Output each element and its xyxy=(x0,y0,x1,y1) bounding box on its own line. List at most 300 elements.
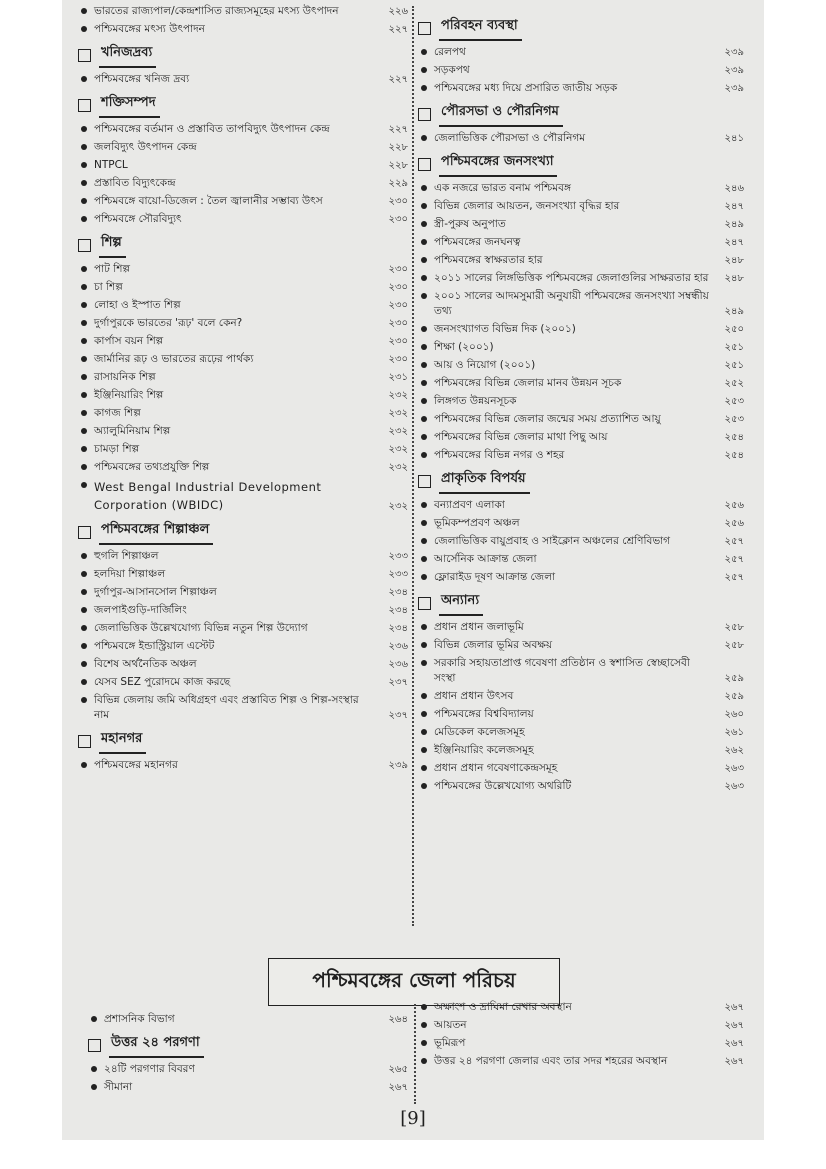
toc-entry-page: ২৪৭ xyxy=(724,237,744,248)
toc-entry-title: আয় ও নিয়োগ (২০০১) xyxy=(434,359,536,371)
toc-entry-title: অ্যালুমিনিয়াম শিল্প xyxy=(94,425,171,437)
toc-entry-page: ২৩৯ xyxy=(724,65,744,76)
toc-entry[interactable] xyxy=(88,1012,408,1027)
toc-entry-page: ২৩৪ xyxy=(388,587,408,598)
toc-entry-title: পশ্চিমবঙ্গের বিভিন্ন জেলার জন্মের সময় প্রত্যাশিত আয়ু xyxy=(434,413,661,425)
toc-entry-page: ২৫৭ xyxy=(724,536,744,547)
bullet-icon xyxy=(421,344,427,350)
toc-entry[interactable] xyxy=(418,656,744,686)
toc-entry-title: লিঙ্গগত উন্নয়নসূচক xyxy=(434,395,517,407)
toc-entry-page: ২৪৬ xyxy=(724,183,744,194)
toc-entry[interactable] xyxy=(418,181,744,196)
toc-entry[interactable] xyxy=(78,4,408,19)
toc-entry[interactable] xyxy=(78,298,408,313)
toc-entry-title: বিভিন্ন জেলার ভূমির অবক্ষয় xyxy=(434,639,553,651)
bullet-icon xyxy=(81,284,87,290)
toc-entry-title: সড়কপথ xyxy=(434,64,470,76)
toc-entry-page: ২৪৮ xyxy=(724,255,744,266)
toc-entry-title: পশ্চিমবঙ্গে ইন্ডাস্ট্রিয়াল এস্টেট xyxy=(94,640,215,652)
toc-entry-page: ২৫৭ xyxy=(724,572,744,583)
bullet-icon xyxy=(81,76,87,82)
toc-entry-page: ২৩০ xyxy=(388,336,408,347)
toc-entry-title: আয়তন xyxy=(434,1019,467,1031)
toc-entry[interactable] xyxy=(418,1018,744,1033)
toc-section xyxy=(418,102,744,146)
toc-entry-page: ২৩৪ xyxy=(388,605,408,616)
checkbox-square-icon xyxy=(418,22,431,35)
toc-entry[interactable] xyxy=(78,585,408,600)
checkbox-square-icon xyxy=(418,158,431,171)
toc-entry[interactable] xyxy=(418,552,744,567)
toc-entry-page: ২৩৬ xyxy=(388,641,408,652)
toc-entry-title: বিভিন্ন জেলার আয়তন, জনসংখ্যা বৃদ্ধির হার xyxy=(434,200,620,212)
bullet-icon xyxy=(81,338,87,344)
toc-entry[interactable] xyxy=(418,358,744,373)
toc-entry[interactable] xyxy=(418,620,744,635)
toc-entry[interactable] xyxy=(418,430,744,445)
toc-entry-page: ২৩০ xyxy=(388,282,408,293)
toc-entry-page: ২৪৭ xyxy=(724,201,744,212)
toc-entry-title: পশ্চিমবঙ্গের জনঘনত্ব xyxy=(434,236,521,248)
toc-entry[interactable] xyxy=(78,158,408,173)
toc-entry-title: পশ্চিমবঙ্গের মহানগর xyxy=(94,759,178,771)
toc-entry-page: ২৬৩ xyxy=(724,781,744,792)
bullet-icon xyxy=(81,661,87,667)
toc-section xyxy=(418,1000,744,1069)
checkbox-square-icon xyxy=(78,99,91,112)
bullet-icon xyxy=(81,428,87,434)
bullet-icon xyxy=(81,553,87,559)
toc-entry-title: West Bengal Industrial Development Corporation (WBIDC) xyxy=(94,480,322,512)
toc-entry-title: জেলাভিত্তিক বায়ুপ্রবাহ ও সাইক্লোন অঞ্চলের শ্রেণিবিভাগ xyxy=(434,535,671,547)
toc-entry[interactable] xyxy=(78,194,408,209)
toc-section xyxy=(78,233,408,514)
toc-entry-page: ২৩১ xyxy=(388,372,408,383)
toc-entry-page: ২৩৪ xyxy=(388,623,408,634)
section-heading xyxy=(78,43,408,68)
toc-entry[interactable] xyxy=(418,271,744,286)
bullet-icon xyxy=(81,162,87,168)
toc-entry-page: ২৬১ xyxy=(724,727,744,738)
toc-entry-title: শিক্ষা (২০০১) xyxy=(434,341,494,353)
toc-entry-page: ২৬৭ xyxy=(724,1020,744,1031)
toc-entry-page: ২৩০ xyxy=(388,264,408,275)
section-heading-text: পশ্চিমবঙ্গের শিল্পাঞ্চল xyxy=(99,520,213,545)
toc-entry[interactable] xyxy=(88,1080,408,1095)
toc-entry-title: সীমানা xyxy=(104,1081,133,1093)
toc-entry[interactable] xyxy=(78,693,408,723)
toc-entry[interactable] xyxy=(418,63,744,78)
toc-entry-page: ২৪১ xyxy=(724,133,744,144)
toc-entry[interactable] xyxy=(418,725,744,740)
page-number: [9] xyxy=(400,1108,426,1129)
toc-entry[interactable] xyxy=(78,280,408,295)
toc-entry-page: ২৫৮ xyxy=(724,640,744,651)
toc-entry[interactable] xyxy=(78,176,408,191)
toc-entry-page: ২২৭ xyxy=(388,74,408,85)
toc-entry[interactable] xyxy=(78,567,408,582)
toc-entry-page: ২৫৯ xyxy=(724,673,744,684)
section-heading-text: মহানগর xyxy=(99,729,146,754)
toc-entry-page: ২২৭ xyxy=(388,24,408,35)
toc-entry-page: ২৬৫ xyxy=(388,1064,408,1075)
toc-entry[interactable] xyxy=(418,340,744,355)
toc-entry[interactable] xyxy=(418,689,744,704)
bullet-icon xyxy=(81,374,87,380)
toc-entry[interactable] xyxy=(78,406,408,421)
toc-entry-title: প্রশাসনিক বিভাগ xyxy=(104,1013,175,1025)
toc-entry-title: প্রধান প্রধান গবেষণাকেন্দ্রসমূহ xyxy=(434,762,558,774)
toc-entry-page: ২৩০ xyxy=(388,318,408,329)
toc-entry-page: ২৩২ xyxy=(388,408,408,419)
bullet-icon xyxy=(421,135,427,141)
bullet-icon xyxy=(81,762,87,768)
bullet-icon xyxy=(81,697,87,703)
toc-entry[interactable] xyxy=(418,638,744,653)
toc-entry-title: জার্মানির রূঢ় ও ভারতের রূঢ়ের পার্থক্য xyxy=(94,353,254,365)
bullet-icon xyxy=(421,67,427,73)
section-heading xyxy=(418,102,744,127)
toc-entry-title: পশ্চিমবঙ্গের খনিজ দ্রব্য xyxy=(94,73,190,85)
toc-entry-title: জনসংখ্যাগত বিভিন্ন দিক (২০০১) xyxy=(434,323,576,335)
toc-entry[interactable] xyxy=(78,140,408,155)
toc-entry[interactable] xyxy=(418,412,744,427)
bullet-icon xyxy=(421,85,427,91)
toc-entry[interactable] xyxy=(418,448,744,463)
toc-entry-page: ২২৯ xyxy=(388,178,408,189)
bullet-icon xyxy=(421,1058,427,1064)
toc-entry-title: বন্যাপ্রবণ এলাকা xyxy=(434,499,505,511)
toc-entry-title: বিভিন্ন জেলায় জমি অধিগ্রহণ এবং প্রস্তাবিত শিল্প ও শিল্প-সংস্থার নাম xyxy=(94,694,359,721)
bullet-icon xyxy=(81,679,87,685)
bullet-icon xyxy=(81,302,87,308)
toc-entry[interactable] xyxy=(88,1062,408,1077)
toc-entry-title: মেডিকেল কলেজসমূহ xyxy=(434,726,525,738)
bullet-icon xyxy=(81,8,87,14)
toc-entry[interactable] xyxy=(78,22,408,37)
toc-entry[interactable] xyxy=(78,334,408,349)
toc-entry-page: ২৩৯ xyxy=(388,760,408,771)
toc-entry[interactable] xyxy=(418,534,744,549)
toc-entry-title: ইঞ্জিনিয়ারিং শিল্প xyxy=(94,389,164,401)
toc-section xyxy=(88,1033,408,1095)
bullet-icon xyxy=(421,711,427,717)
toc-entry-title: ২০০১ সালের আদমসুমারী অনুযায়ী পশ্চিমবঙ্গের জনসংখ্যা সম্বন্ধীয় তথ্য xyxy=(434,290,709,317)
toc-entry-page: ২৪৯ xyxy=(724,306,744,317)
toc-entry[interactable] xyxy=(78,621,408,636)
toc-entry-title: পশ্চিমবঙ্গে বায়ো-ডিজেল : তৈল জ্বালানীর সম্ভাব্য উৎস xyxy=(94,195,323,207)
toc-entry-page: ২৬৩ xyxy=(724,763,744,774)
toc-entry-title: পশ্চিমবঙ্গের বিশ্ববিদ্যালয় xyxy=(434,708,534,720)
toc-entry-page: ২৫৮ xyxy=(724,622,744,633)
toc-entry-title: দুর্গাপুর-আসানসোল শিল্পাঞ্চল xyxy=(94,586,217,598)
toc-entry-page: ২৩৯ xyxy=(724,47,744,58)
toc-entry[interactable] xyxy=(418,217,744,232)
toc-section xyxy=(418,152,744,463)
bullet-icon xyxy=(421,452,427,458)
toc-entry-page: ২৪৯ xyxy=(724,219,744,230)
toc-entry[interactable] xyxy=(78,442,408,457)
bullet-icon xyxy=(421,556,427,562)
toc-entry-title: পশ্চিমবঙ্গের তথ্যপ্রযুক্তি শিল্প xyxy=(94,461,210,473)
toc-entry-page: ২৬৪ xyxy=(388,1014,408,1025)
toc-entry[interactable] xyxy=(78,262,408,277)
bullet-icon xyxy=(81,198,87,204)
toc-entry-page: ২৫৬ xyxy=(724,500,744,511)
toc-entry-title: যেসব SEZ পুরোদমে কাজ করছে xyxy=(94,676,231,688)
toc-entry-page: ২২৬ xyxy=(388,6,408,17)
toc-entry-title: আর্সেনিক আক্রান্ত জেলা xyxy=(434,553,537,565)
toc-entry-title: রেলপথ xyxy=(434,46,466,58)
bullet-icon xyxy=(81,625,87,631)
toc-entry[interactable] xyxy=(78,212,408,227)
bullet-icon xyxy=(421,362,427,368)
toc-section xyxy=(418,469,744,585)
toc-entry-title: ২৪টি পরগণার বিবরণ xyxy=(104,1063,195,1075)
bullet-icon xyxy=(421,380,427,386)
toc-entry-page: ২৩০ xyxy=(388,354,408,365)
bullet-icon xyxy=(421,221,427,227)
toc-entry-title: জেলাভিত্তিক উল্লেখযোগ্য বিভিন্ন নতুন শিল্প উদ্যোগ xyxy=(94,622,308,634)
toc-entry[interactable] xyxy=(418,743,744,758)
toc-entry-page: ২৩২ xyxy=(388,390,408,401)
toc-section xyxy=(78,43,408,87)
toc-entry-title: পশ্চিমবঙ্গের বিভিন্ন জেলার মানব উন্নয়ন সূচক xyxy=(434,377,622,389)
toc-entry-title: রাসায়নিক শিল্প xyxy=(94,371,156,383)
toc-entry[interactable] xyxy=(78,478,408,514)
toc-section xyxy=(78,4,408,37)
bullet-icon xyxy=(421,398,427,404)
toc-entry-title: কার্পাস বয়ন শিল্প xyxy=(94,335,164,347)
toc-section xyxy=(78,729,408,773)
toc-entry-title: ফ্লোরাইড দূষণ আক্রান্ত জেলা xyxy=(434,571,556,583)
toc-entry-title: কাগজ শিল্প xyxy=(94,407,141,419)
toc-entry[interactable] xyxy=(418,131,744,146)
bullet-icon xyxy=(81,571,87,577)
toc-entry-page: ২৩৯ xyxy=(724,83,744,94)
bullet-icon xyxy=(81,410,87,416)
bullet-icon xyxy=(81,144,87,150)
toc-entry-title: অক্ষাংশ ও দ্রাঘিমা রেখার অবস্থান xyxy=(434,1001,572,1013)
toc-entry[interactable] xyxy=(78,460,408,475)
toc-entry[interactable] xyxy=(418,289,744,319)
toc-entry-title: NTPCL xyxy=(94,159,128,171)
checkbox-square-icon xyxy=(78,49,91,62)
section-heading-text: পরিবহন ব্যবস্থা xyxy=(439,16,522,41)
toc-entry-page: ২৩৭ xyxy=(388,710,408,721)
toc-entry[interactable] xyxy=(418,707,744,722)
toc-entry-page: ২৪৮ xyxy=(724,273,744,284)
toc-entry-page: ২৫১ xyxy=(724,342,744,353)
bullet-icon xyxy=(81,607,87,613)
toc-entry[interactable] xyxy=(418,1000,744,1015)
right-column xyxy=(418,10,744,797)
toc-entry-title: জলপাইগুড়ি-দার্জিলিং xyxy=(94,604,187,616)
bullet-icon xyxy=(421,660,427,666)
toc-entry[interactable] xyxy=(418,199,744,214)
toc-entry-page: ২৩৩ xyxy=(388,551,408,562)
bullet-icon xyxy=(421,1040,427,1046)
toc-entry[interactable] xyxy=(418,81,744,96)
section-heading-text: উত্তর ২৪ পরগণা xyxy=(109,1033,204,1058)
toc-entry[interactable] xyxy=(418,570,744,585)
toc-entry-page: ২৫৭ xyxy=(724,554,744,565)
toc-entry-title: ভূমিকম্পপ্রবণ অঞ্চল xyxy=(434,517,520,529)
toc-entry-page: ২৬৭ xyxy=(388,1082,408,1093)
toc-entry[interactable] xyxy=(78,657,408,672)
bullet-icon xyxy=(421,293,427,299)
toc-entry[interactable] xyxy=(78,370,408,385)
toc-entry-title: দুর্গাপুরকে ভারতের 'রূঢ়' বলে কেন? xyxy=(94,317,243,329)
toc-entry-page: ২৬৭ xyxy=(724,1002,744,1013)
toc-entry-title: ভারতের রাজ্যপাল/কেন্দ্রশাসিত রাজ্যসমূহের মৎস্য উৎপাদন xyxy=(94,5,339,17)
toc-entry[interactable] xyxy=(78,352,408,367)
toc-entry[interactable] xyxy=(78,549,408,564)
bullet-icon xyxy=(421,729,427,735)
toc-entry[interactable] xyxy=(418,376,744,391)
bullet-icon xyxy=(91,1084,97,1090)
section-banner: পশ্চিমবঙ্গের জেলা পরিচয় xyxy=(268,958,560,1006)
bottom-left-column xyxy=(88,1012,408,1098)
toc-entry-title: প্রধান প্রধান উৎসব xyxy=(434,690,514,702)
bullet-icon xyxy=(81,392,87,398)
toc-entry-title: ইঞ্জিনিয়ারিং কলেজসমূহ xyxy=(434,744,534,756)
toc-entry-page: ২২৮ xyxy=(388,142,408,153)
toc-entry-title: উত্তর ২৪ পরগণা জেলার এবং তার সদর শহরের অবস্থান xyxy=(434,1055,668,1067)
toc-entry-title: স্ত্রী-পুরুষ অনুপাত xyxy=(434,218,506,230)
bullet-icon xyxy=(91,1066,97,1072)
toc-entry-title: পশ্চিমবঙ্গে সৌরবিদ্যুৎ xyxy=(94,213,182,225)
toc-entry-page: ২৩২ xyxy=(388,426,408,437)
bullet-icon xyxy=(421,275,427,281)
toc-entry-title: ভূমিরূপ xyxy=(434,1037,466,1049)
section-heading-text: পৌরসভা ও পৌরনিগম xyxy=(439,102,563,127)
toc-section xyxy=(88,1012,408,1027)
checkbox-square-icon xyxy=(88,1039,101,1052)
toc-entry-title: ২০১১ সালের লিঙ্গভিত্তিক পশ্চিমবঙ্গের জেলাগুলির সাক্ষরতার হার xyxy=(434,272,709,284)
bullet-icon xyxy=(81,643,87,649)
section-heading xyxy=(78,233,408,258)
section-heading xyxy=(418,16,744,41)
toc-entry[interactable] xyxy=(78,603,408,618)
toc-entry-title: পশ্চিমবঙ্গের বিভিন্ন জেলার মাথা পিছু আয় xyxy=(434,431,608,443)
toc-section xyxy=(418,591,744,794)
toc-entry-page: ২৫৪ xyxy=(724,432,744,443)
bullet-icon xyxy=(421,434,427,440)
toc-entry[interactable] xyxy=(418,1054,744,1069)
toc-entry-title: লোহা ও ইস্পাত শিল্প xyxy=(94,299,181,311)
toc-entry-title: পাট শিল্প xyxy=(94,263,130,275)
toc-entry-page: ২৩০ xyxy=(388,214,408,225)
bullet-icon xyxy=(81,356,87,362)
toc-entry-page: ২৫১ xyxy=(724,360,744,371)
toc-entry[interactable] xyxy=(418,498,744,513)
section-heading-text: শিল্প xyxy=(99,233,126,258)
toc-entry-page: ২৩৭ xyxy=(388,677,408,688)
toc-entry[interactable] xyxy=(418,761,744,776)
bullet-icon xyxy=(421,693,427,699)
section-heading-text: পশ্চিমবঙ্গের জনসংখ্যা xyxy=(439,152,557,177)
toc-entry-page: ২৬০ xyxy=(724,709,744,720)
bottom-right-column xyxy=(418,1000,744,1072)
toc-entry[interactable] xyxy=(78,122,408,137)
bullet-icon xyxy=(91,1016,97,1022)
toc-entry-page: ২৩৬ xyxy=(388,659,408,670)
section-heading xyxy=(78,93,408,118)
bullet-icon xyxy=(421,765,427,771)
toc-entry[interactable] xyxy=(78,424,408,439)
bullet-icon xyxy=(81,464,87,470)
toc-entry-page: ২৩৩ xyxy=(388,569,408,580)
toc-entry[interactable] xyxy=(418,253,744,268)
toc-entry-title: হলদিয়া শিল্পাঞ্চল xyxy=(94,568,166,580)
toc-entry-page: ২৬৭ xyxy=(724,1056,744,1067)
toc-entry-page: ২৩০ xyxy=(388,300,408,311)
toc-entry[interactable] xyxy=(78,639,408,654)
toc-entry[interactable] xyxy=(78,316,408,331)
checkbox-square-icon xyxy=(418,475,431,488)
toc-entry-page: ২৬৭ xyxy=(724,1038,744,1049)
toc-entry-title: চামড়া শিল্প xyxy=(94,443,140,455)
toc-entry-title: প্রধান প্রধান জলাভূমি xyxy=(434,621,524,633)
toc-entry-title: জেলাভিত্তিক পৌরসভা ও পৌরনিগম xyxy=(434,132,586,144)
toc-entry[interactable] xyxy=(78,675,408,690)
toc-entry[interactable] xyxy=(418,516,744,531)
toc-entry-title: সরকারি সহায়তাপ্রাপ্ত গবেষণা প্রতিষ্ঠান ও স্বশাসিত স্বেচ্ছাসেবী সংস্থা xyxy=(434,657,690,684)
checkbox-square-icon xyxy=(418,597,431,610)
left-column xyxy=(78,4,408,776)
toc-entry[interactable] xyxy=(78,388,408,403)
toc-entry-page: ২৫৯ xyxy=(724,691,744,702)
bullet-icon xyxy=(81,26,87,32)
toc-entry-page: ২২৮ xyxy=(388,160,408,171)
toc-entry-page: ২৫৬ xyxy=(724,518,744,529)
section-heading xyxy=(418,152,744,177)
toc-entry-title: হুগলি শিল্পাঞ্চল xyxy=(94,550,159,562)
toc-entry[interactable] xyxy=(78,72,408,87)
toc-entry[interactable] xyxy=(78,758,408,773)
bullet-icon xyxy=(81,320,87,326)
bullet-icon xyxy=(421,257,427,263)
toc-entry-page: ২৫৪ xyxy=(724,450,744,461)
toc-entry-page: ২৩২ xyxy=(388,501,408,512)
toc-section xyxy=(78,520,408,723)
toc-entry-title: পশ্চিমবঙ্গের স্বাক্ষরতার হার xyxy=(434,254,543,266)
toc-entry-page: ২২৭ xyxy=(388,124,408,135)
toc-entry[interactable] xyxy=(418,235,744,250)
bullet-icon xyxy=(421,520,427,526)
section-heading xyxy=(88,1033,408,1058)
toc-entry[interactable] xyxy=(418,779,744,794)
bullet-icon xyxy=(421,1004,427,1010)
toc-entry[interactable] xyxy=(418,322,744,337)
toc-entry[interactable] xyxy=(418,1036,744,1051)
toc-entry-title: পশ্চিমবঙ্গের মধ্য দিয়ে প্রসারিত জাতীয় সড়ক xyxy=(434,82,618,94)
section-heading xyxy=(78,520,408,545)
toc-section xyxy=(78,93,408,227)
toc-entry-page: ২৩২ xyxy=(388,444,408,455)
section-heading-text: খনিজদ্রব্য xyxy=(99,43,156,68)
toc-entry-title: পশ্চিমবঙ্গের উল্লেখযোগ্য অথরিটি xyxy=(434,780,572,792)
section-heading-text: শক্তিসম্পদ xyxy=(99,93,160,118)
toc-section xyxy=(418,16,744,96)
toc-entry[interactable] xyxy=(418,45,744,60)
toc-entry-title: বিশেষ অর্থনৈতিক অঞ্চল xyxy=(94,658,197,670)
bullet-icon xyxy=(421,747,427,753)
toc-entry[interactable] xyxy=(418,394,744,409)
bullet-icon xyxy=(421,624,427,630)
toc-entry-page: ২৫৩ xyxy=(724,396,744,407)
